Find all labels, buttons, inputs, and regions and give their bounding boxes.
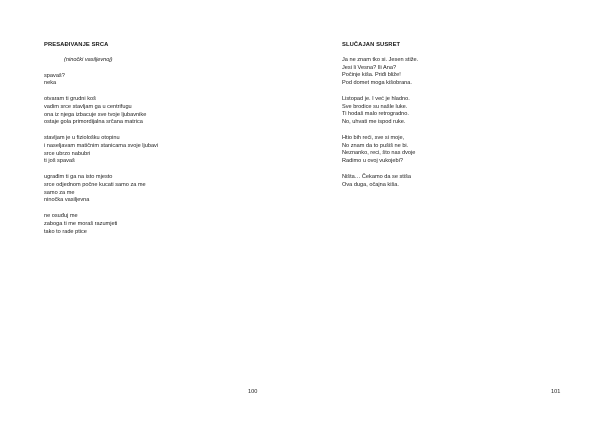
verse-line: ti još spavaš (44, 158, 75, 165)
stanza (342, 174, 572, 190)
verse-line: Pod domet moga kišobrana. (342, 80, 412, 87)
verse-line: ne osuđuj me (44, 212, 78, 219)
verse-line: stavljam je u fiziološku otopinu (44, 134, 120, 141)
poem-left (44, 42, 274, 244)
stanza (342, 57, 572, 88)
verse-line: srce odjednom počne kucati samo za me (44, 181, 146, 188)
verse-line: Radimo u ovoj vukojebi? (342, 158, 403, 165)
poem-right (342, 42, 572, 197)
verse-line: srce ubrzo nabubri (44, 150, 91, 157)
verse-line: i naseljavam matičnim stanicama svoje ljubavi (44, 142, 159, 149)
stanza-list (44, 73, 274, 237)
verse-line: ostaje gola primordijalna srčana matrica (44, 119, 143, 126)
stanza (44, 73, 274, 89)
stanza (342, 135, 572, 166)
verse-line: ninočka vasiljevna (44, 197, 90, 204)
stanza (342, 96, 572, 127)
verse-line: neka (44, 80, 57, 87)
verse-line: tako to rade ptice (44, 228, 87, 235)
verse-line: Ništa… Čekamo da se stiša (342, 173, 412, 180)
verse-line: Ja ne znam tko si. Jesen stiže. (342, 56, 419, 63)
verse-line: Htio bih reći, sve si moje, (342, 134, 405, 141)
stanza (44, 174, 274, 205)
verse-line: Ova duga, očajna kiša. (342, 181, 399, 188)
page-number: 101 (551, 389, 561, 395)
verse-line: otvaram ti grudni koš (44, 95, 96, 102)
verse-line: Listopad je. I već je hladno. (342, 95, 410, 102)
verse-line: Jesi li Vesna? Ili Ana? (342, 64, 397, 71)
stanza (44, 135, 274, 166)
stanza-list (342, 57, 572, 190)
verse-line: vadim srce stavljam ga u centrifugu (44, 103, 132, 110)
verse-line: ona iz njega izbacuje sve tvoje ljubavnike (44, 111, 147, 118)
poem-title: SLUČAJAN SUSRET (342, 42, 401, 48)
stanza (44, 96, 274, 127)
verse-line: ugrađim ti ga na isto mjesto (44, 173, 113, 180)
verse-line: samo za me (44, 189, 75, 196)
stanza (44, 213, 274, 236)
right-page (300, 0, 600, 423)
verse-line: Neznanko, reci, što nas dvoje (342, 150, 416, 157)
poem-dedication: (ninočki vasiljevnoj) (64, 56, 113, 63)
poem-title: PRESAĐIVANJE SRCA (44, 42, 109, 48)
verse-line: Sve brodice su našle luke. (342, 103, 408, 110)
verse-line: zaboga ti me moraš razumjeti (44, 220, 118, 227)
verse-line: No znam da to pušiš ne bi. (342, 142, 409, 149)
verse-line: No, uhvati me ispod ruke. (342, 119, 406, 126)
verse-line: Počinje kiša. Priđi bliže! (342, 72, 401, 79)
verse-line: Ti hodaš malo retrogradno. (342, 111, 409, 118)
verse-line: spavaš? (44, 72, 65, 79)
page-number: 100 (248, 389, 258, 395)
